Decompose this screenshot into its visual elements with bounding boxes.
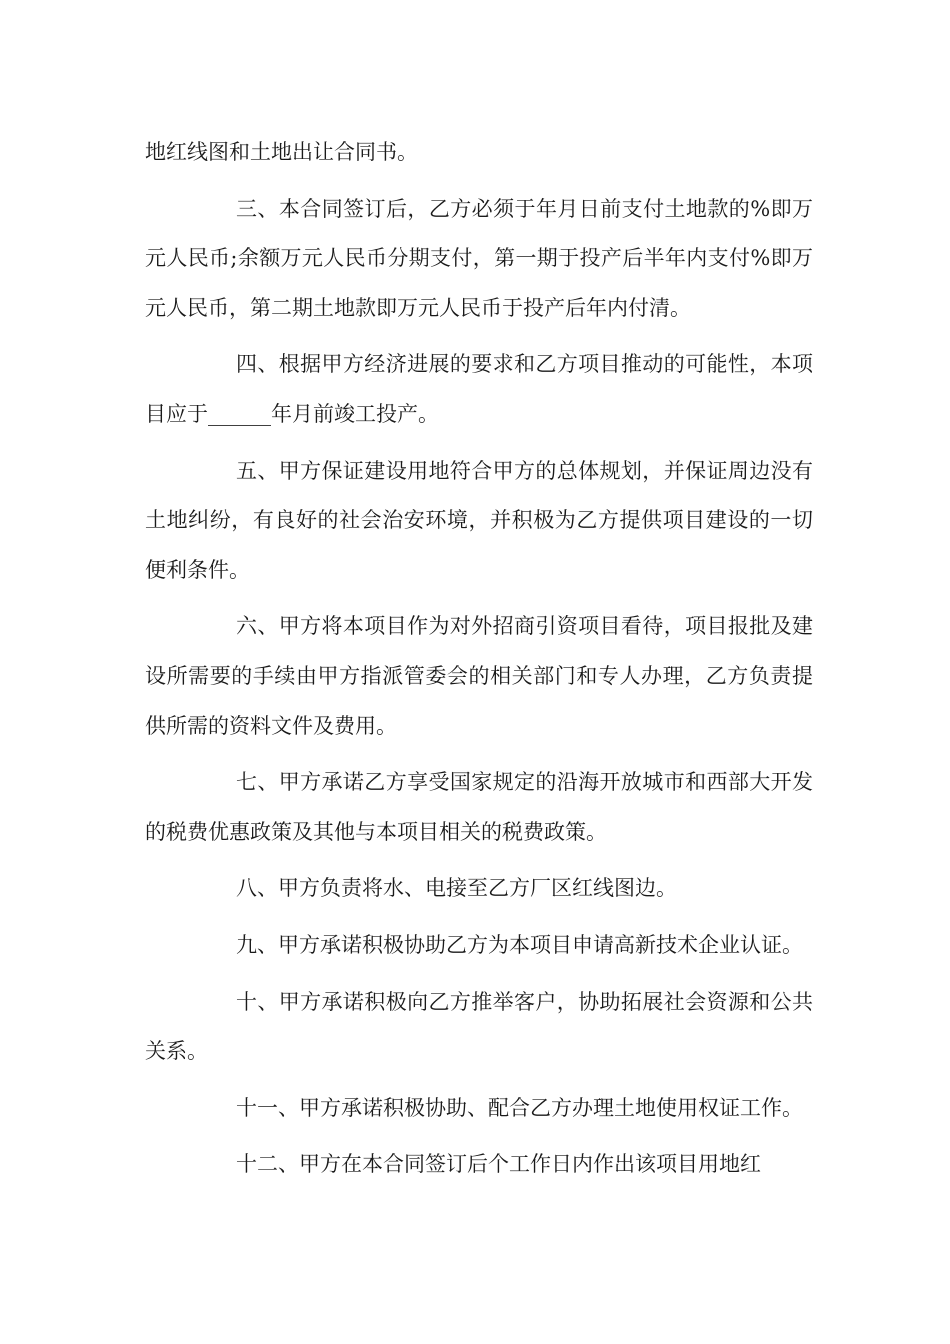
paragraph-clause-6: 六、甲方将本项目作为对外招商引资项目看待，项目报批及建设所需要的手续由甲方指派管委会的相关部门和专人办理，乙方负责提供所需的资料文件及费用。 (145, 614, 813, 738)
paragraph-clause-8: 八、甲方负责将水、电接至乙方厂区红线图边。 (236, 876, 677, 901)
paragraph-clause-3: 三、本合同签订后，乙方必须于年月日前支付土地款的%即万元人民币;余额万元人民币分期支付，第一期于投产后半年内支付%即万元人民币，第二期土地款即万元人民币于投产后年内付清。 (145, 196, 813, 320)
paragraph-clause-11: 十一、甲方承诺积极协助、配合乙方办理土地使用权证工作。 (236, 1095, 803, 1120)
paragraph-clause-12: 十二、甲方在本合同签订后个工作日内作出该项目用地红 (236, 1152, 761, 1177)
paragraph-clause-9: 九、甲方承诺积极协助乙方为本项目申请高新技术企业认证。 (236, 932, 803, 957)
document-body (145, 128, 813, 1197)
paragraph-clause-4: 四、根据甲方经济进展的要求和乙方项目推动的可能性，本项目应于______年月前竣工投产。 (145, 352, 813, 426)
paragraph-clause-7: 七、甲方承诺乙方享受国家规定的沿海开放城市和西部大开发的税费优惠政策及其他与本项目相关的税费政策。 (145, 770, 813, 844)
paragraph-clause-10: 十、甲方承诺积极向乙方推举客户，协助拓展社会资源和公共关系。 (145, 989, 813, 1064)
paragraph-continuation: 地红线图和土地出让合同书。 (145, 140, 418, 164)
paragraph-clause-5: 五、甲方保证建设用地符合甲方的总体规划，并保证周边没有土地纠纷，有良好的社会治安环境，并积极为乙方提供项目建设的一切便利条件。 (145, 458, 813, 582)
